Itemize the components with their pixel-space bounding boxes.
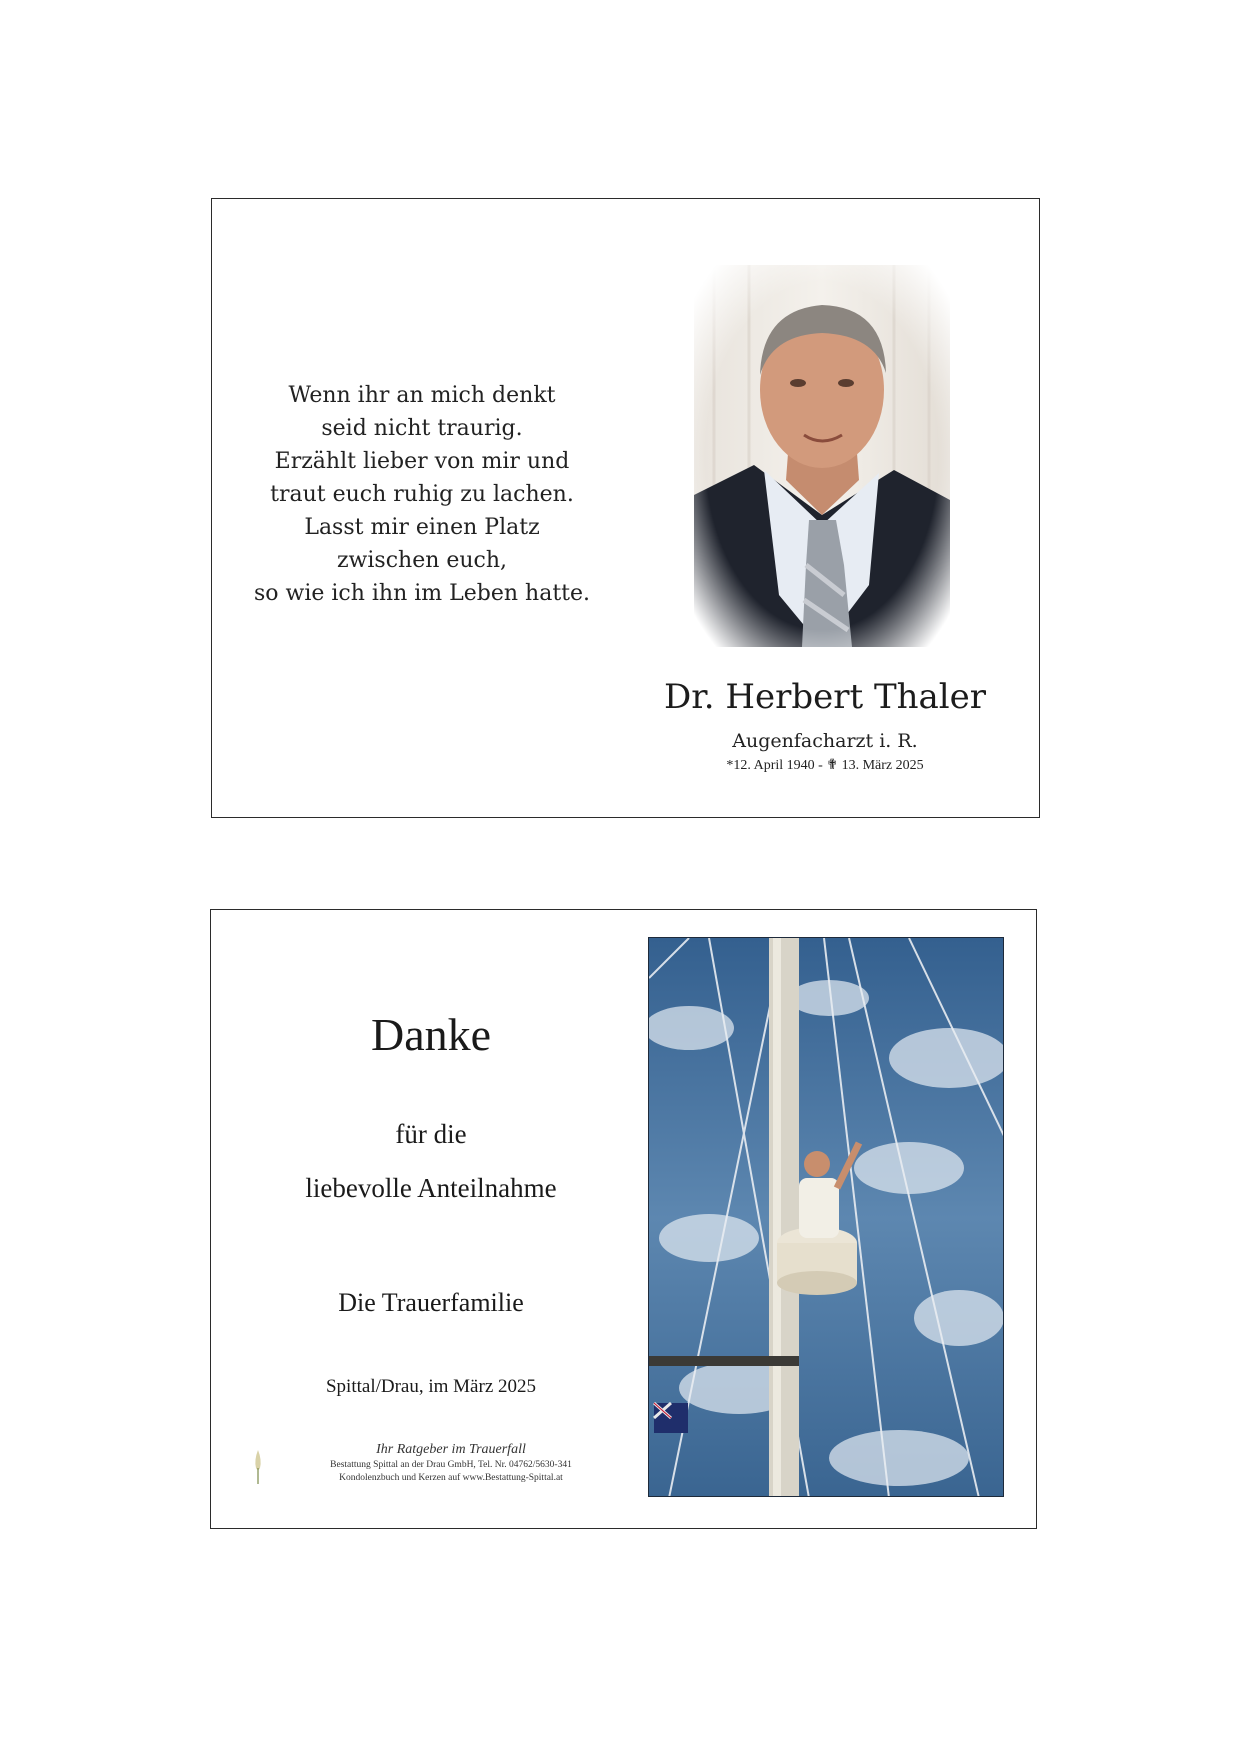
poem-line: so wie ich ihn im Leben hatte. — [253, 581, 591, 606]
undertaker-company: Bestattung Spittal an der Drau GmbH, Tel. Nr. 04762/5630-341 — [330, 1460, 572, 1470]
poem-line: Wenn ihr an mich denkt — [288, 383, 556, 408]
place-date: Spittal/Drau, im März 2025 — [325, 1376, 537, 1397]
thanks-line: liebevolle Anteilnahme — [305, 1173, 557, 1203]
poem-line: Lasst mir einen Platz — [304, 515, 540, 540]
sailing-photo — [648, 937, 1004, 1497]
deceased-name: Dr. Herbert Thaler — [663, 677, 987, 717]
life-dates: *12. April 1940 - ✟ 13. März 2025 — [726, 758, 924, 773]
poem-line: zwischen euch, — [336, 548, 508, 573]
obituary-card-back — [210, 909, 1037, 1529]
memorial-poem — [242, 379, 602, 610]
portrait-photo — [694, 265, 950, 647]
obituary-card-front — [211, 198, 1040, 818]
thanks-heading: Danke — [370, 1009, 492, 1060]
undertaker-slogan: Ihr Ratgeber im Trauerfall — [376, 1442, 526, 1457]
lily-logo-icon — [251, 1446, 265, 1486]
poem-line: traut euch ruhig zu lachen. — [270, 482, 574, 507]
family-signature: Die Trauerfamilie — [338, 1288, 524, 1317]
thanks-line: für die — [395, 1119, 467, 1149]
poem-line: seid nicht traurig. — [321, 416, 523, 441]
deceased-profession: Augenfacharzt i. R. — [732, 730, 918, 752]
poem-line: Erzählt lieber von mir und — [274, 449, 570, 474]
undertaker-website: Kondolenzbuch und Kerzen auf www.Bestattung-Spittal.at — [339, 1473, 563, 1483]
